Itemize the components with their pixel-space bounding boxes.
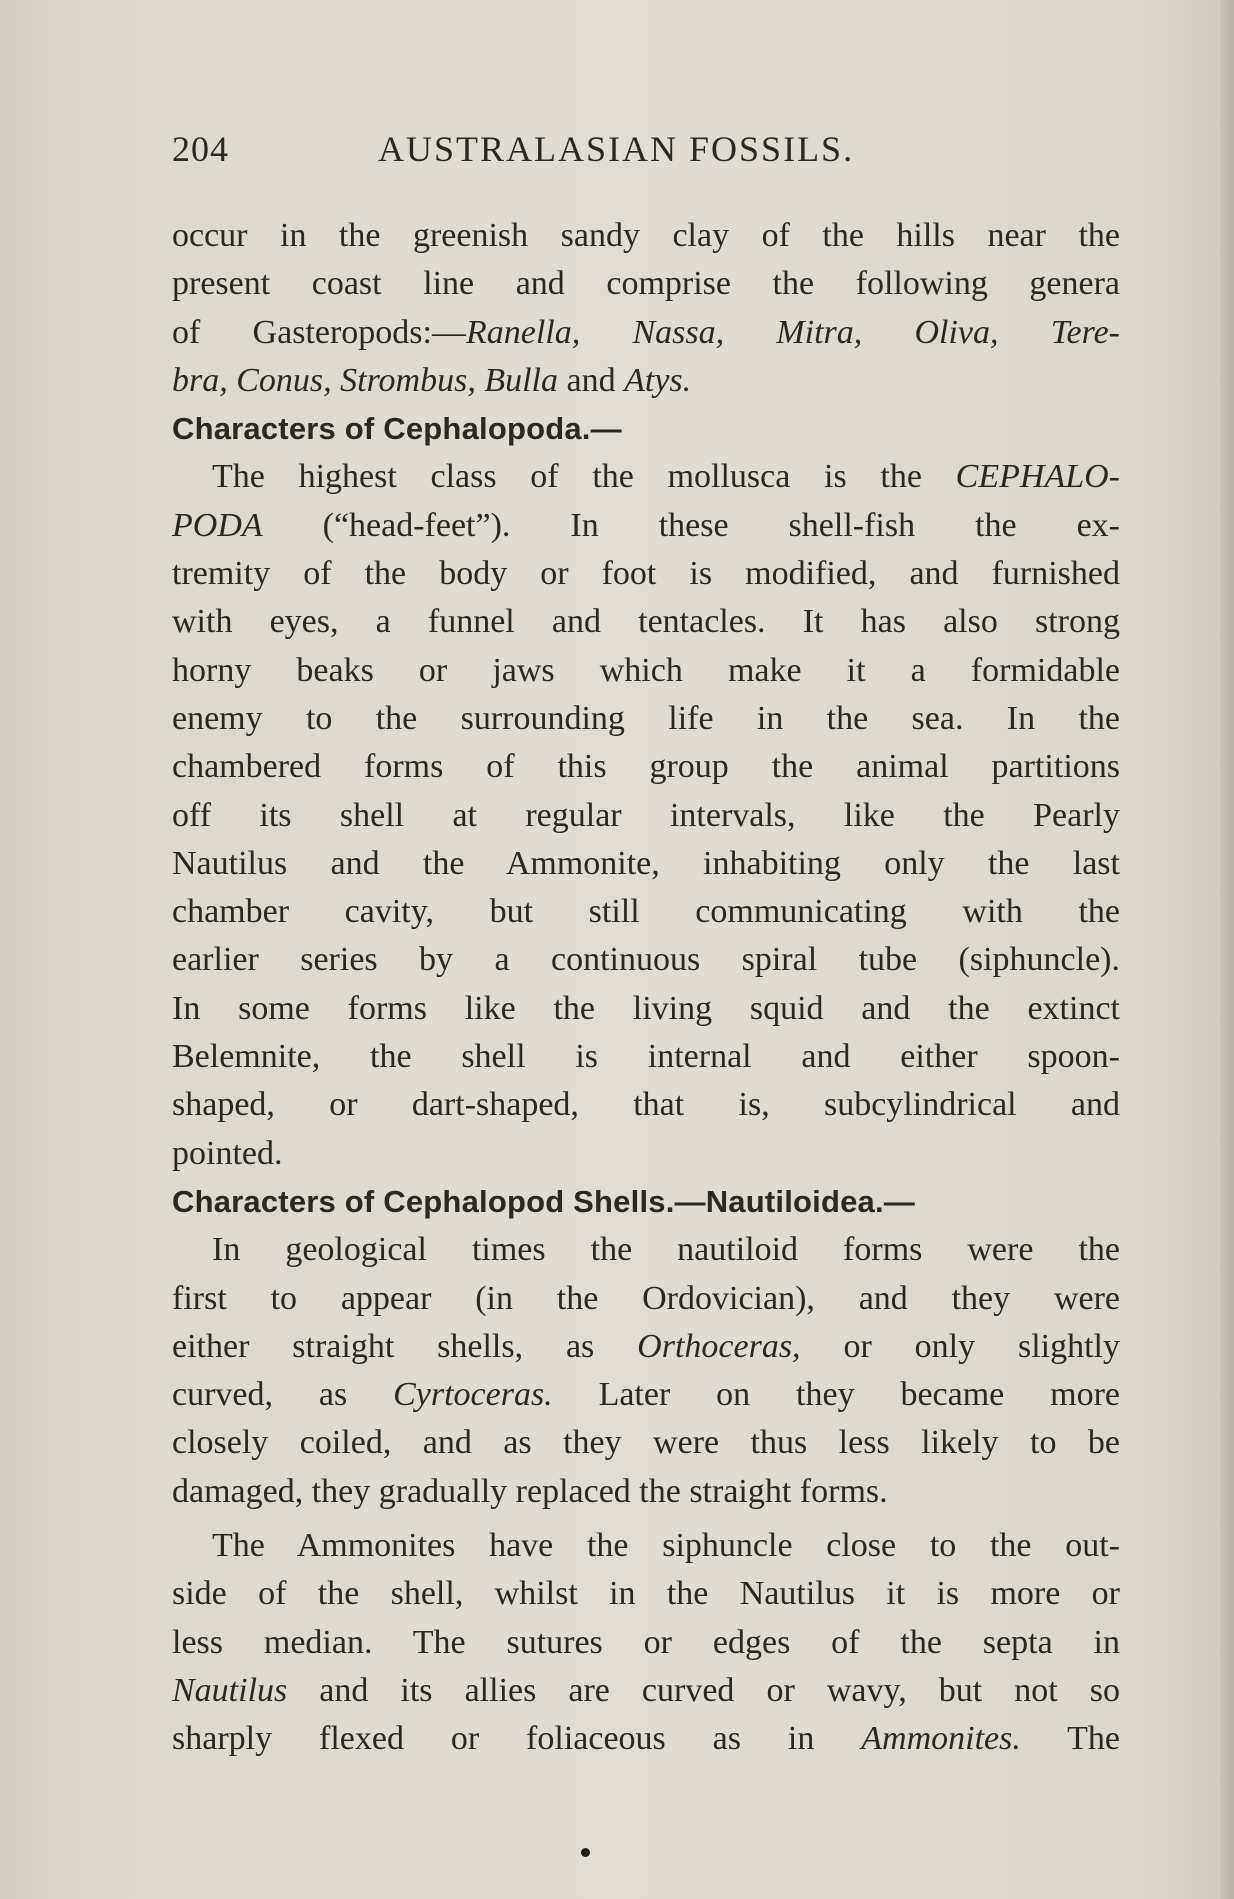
text-line: damaged, they gradually replaced the straight forms. [172, 1472, 888, 1510]
text-line [172, 1371, 1120, 1419]
text-line: with eyes, a funnel and tentacles. It has also strong [172, 603, 1120, 641]
text-line: first to appear (in the Ordovician), and they were [172, 1279, 1120, 1317]
text-line: horny beaks or jaws which make it a formidable [172, 651, 1120, 689]
italic-genera: Atys. [624, 361, 692, 399]
text-run: and [558, 361, 625, 399]
text-line: tremity of the body or foot is modified, and furnished [172, 555, 1120, 593]
italic-term: CEPHALO- [955, 458, 1120, 496]
text-run: Later on they became more [552, 1376, 1120, 1414]
running-title: AUSTRALASIAN FOSSILS. [378, 129, 855, 169]
text-line: The Ammonites have the siphuncle close to the out- [212, 1527, 1120, 1565]
text-line: closely coiled, and as they were thus less likely to be [172, 1424, 1120, 1462]
text-line: off its shell at regular intervals, like the Pearly [172, 796, 1120, 834]
text-run: or only slightly [800, 1327, 1120, 1365]
section-heading-nautiloidea: Characters of Cephalopod Shells.—Nautiloidea.— [172, 1183, 915, 1219]
text-line [172, 1323, 1120, 1371]
text-line: In geological times the nautiloid forms were the [212, 1231, 1120, 1269]
text-line: chamber cavity, but still communicating with the [172, 893, 1120, 931]
text-line [172, 453, 1120, 501]
italic-genus: Nautilus [172, 1671, 288, 1709]
text-line: earlier series by a continuous spiral tube (siphuncle). [172, 941, 1120, 979]
text-line: side of the shell, whilst in the Nautilus it is more or [172, 1575, 1120, 1613]
section-heading-cephalopoda: Characters of Cephalopoda.— [172, 411, 622, 447]
text-run: sharply flexed or foliaceous as in [172, 1720, 862, 1758]
text-line: less median. The sutures or edges of the septa in [172, 1623, 1120, 1661]
italic-genus: Orthoceras, [637, 1327, 801, 1365]
text-line: In some forms like the living squid and the extinct [172, 989, 1120, 1027]
text-line [172, 309, 1120, 357]
italic-term: PODA [172, 506, 263, 544]
text-run: either straight shells, as [172, 1327, 638, 1365]
italic-genus: Ammonites. [861, 1720, 1021, 1758]
text-line [172, 1667, 1120, 1715]
page-edge-shadow [1220, 0, 1234, 1899]
text-run: curved, as [172, 1376, 394, 1414]
printer-dot-mark [581, 1848, 590, 1857]
text-line: shaped, or dart-shaped, that is, subcylindrical and [172, 1086, 1120, 1124]
page-body [172, 212, 1120, 1764]
text-line [172, 1715, 1120, 1763]
text-run: of Gasteropods:— [172, 313, 466, 351]
page-number: 204 [172, 129, 229, 169]
italic-genera: bra, Conus, Strombus, Bulla [172, 361, 559, 399]
text-line [172, 502, 1120, 550]
text-line: present coast line and comprise the following genera [172, 265, 1120, 303]
text-run: The highest class of the mollusca is the [212, 458, 956, 496]
text-line: chambered forms of this group the animal partitions [172, 748, 1120, 786]
text-line: pointed. [172, 1134, 283, 1172]
text-run: The [1020, 1720, 1120, 1758]
text-line: Nautilus and the Ammonite, inhabiting only the last [172, 844, 1120, 882]
italic-genera: Ranella, Nassa, Mitra, Oliva, Tere- [465, 313, 1120, 351]
text-line: Belemnite, the shell is internal and either spoon- [172, 1038, 1120, 1076]
running-header [172, 128, 1122, 178]
text-run: and its allies are curved or wavy, but not so [287, 1671, 1120, 1709]
text-line: enemy to the surrounding life in the sea. In the [172, 699, 1120, 737]
text-run: (“head-feet”). In these shell-fish the ex- [262, 506, 1120, 544]
text-line [172, 357, 1120, 405]
italic-genus: Cyrtoceras. [393, 1376, 553, 1414]
text-line: occur in the greenish sandy clay of the hills near the [172, 217, 1120, 254]
